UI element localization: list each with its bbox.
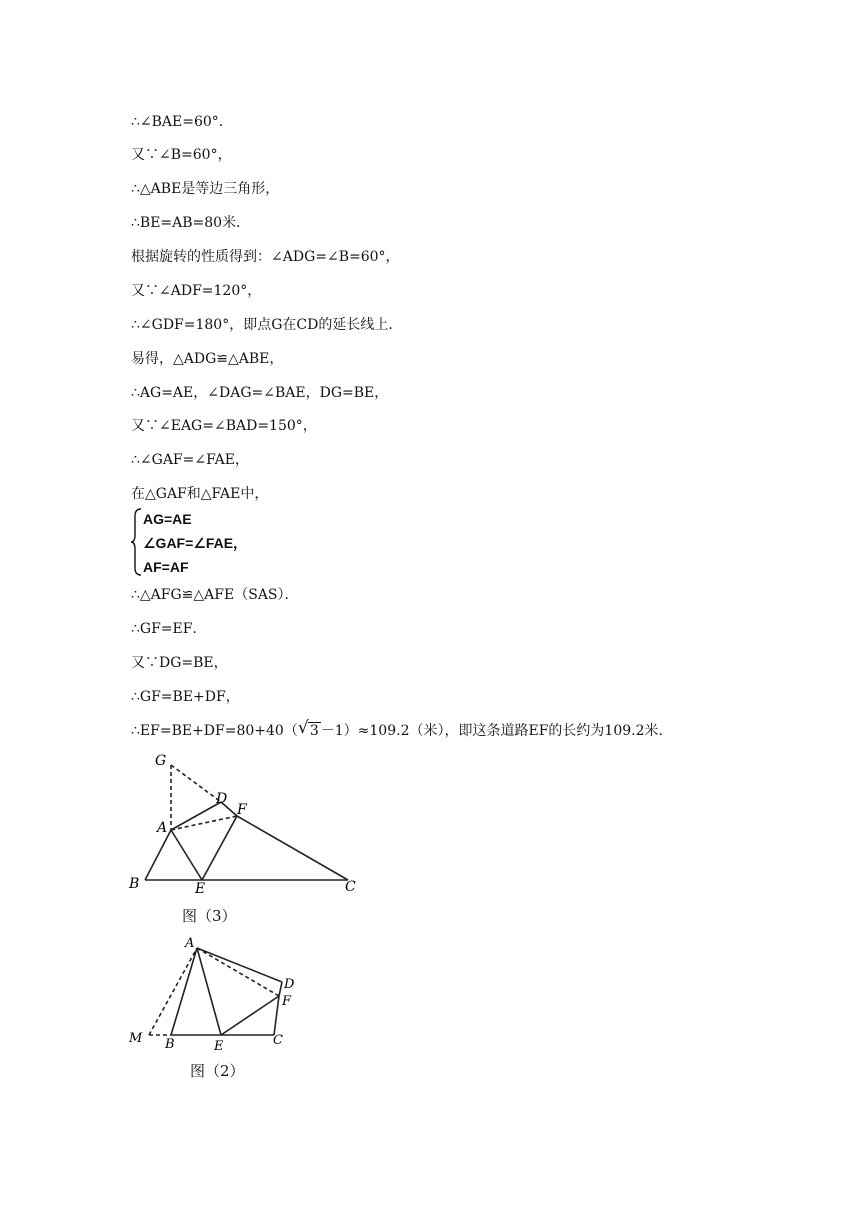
segment-EF (202, 816, 237, 880)
figure-2-caption: 图（2） (190, 1062, 245, 1080)
figure-3-caption: 图（3） (182, 907, 237, 925)
label-E: E (214, 1039, 224, 1054)
dashed-segment-AF (197, 948, 279, 996)
solution-line-2: 又∵∠B=60°， (131, 147, 232, 163)
dashed-segment-AF (171, 816, 237, 830)
segment-FC (237, 816, 348, 880)
solution-line-15: 又∵DG=BE， (131, 655, 228, 671)
segment-AE (171, 830, 202, 880)
solution-line-12: 在△GAF和△FAE中， (131, 486, 269, 502)
system-row-2: ∠GAF=∠FAE， (143, 535, 248, 551)
system-row-3: AF=AF (143, 559, 189, 575)
figure-2-diagram (125, 932, 305, 1057)
label-B: B (165, 1037, 175, 1052)
segment-AE (197, 948, 221, 1035)
equation-system (131, 507, 301, 577)
label-D: D (216, 791, 228, 807)
radicand: 3 (309, 723, 319, 739)
segment-AD (197, 948, 282, 982)
label-G: G (155, 753, 167, 769)
solution-line-13: ∴△AFG≌△AFE（SAS）． (131, 587, 299, 603)
solution-line-5: 根据旋转的性质得到：∠ADG=∠B=60°， (131, 249, 400, 265)
label-A: A (185, 936, 195, 951)
radical-sign-icon: √ (297, 718, 309, 738)
label-C: C (273, 1033, 283, 1048)
dashed-segment-MA (149, 948, 197, 1035)
dashed-segment-GD (171, 765, 221, 802)
label-D: D (284, 977, 295, 992)
label-M: M (129, 1031, 143, 1046)
final-answer-line (131, 718, 673, 740)
label-F: F (282, 994, 292, 1009)
solution-line-3: ∴△ABE是等边三角形， (131, 181, 280, 197)
label-A: A (157, 820, 168, 836)
solution-line-4: ∴BE=AB=80米． (131, 215, 251, 231)
label-B: B (129, 876, 140, 892)
solution-line-11: ∴∠GAF=∠FAE， (131, 452, 249, 468)
solution-line-7: ∴∠GDF=180°，即点G在CD的延长线上． (131, 317, 403, 333)
segment-BA (171, 948, 197, 1035)
segment-BA (145, 830, 171, 880)
solution-line-14: ∴GF=EF． (131, 621, 207, 637)
solution-line-1: ∴∠BAE=60°． (131, 114, 233, 130)
label-F: F (237, 802, 247, 818)
label-E: E (195, 881, 206, 896)
solution-line-6: 又∵∠ADF=120°， (131, 283, 262, 299)
label-C: C (345, 879, 356, 895)
system-row-1: AG=AE (143, 511, 192, 527)
solution-line-16: ∴GF=BE+DF， (131, 689, 240, 705)
segment-FC (274, 996, 279, 1035)
segment-EF (221, 996, 279, 1035)
left-brace (131, 507, 143, 577)
solution-line-8: 易得，△ADG≌△ABE， (131, 351, 284, 367)
final-suffix: －1）≈109.2（米），即这条道路EF的长约为109.2米． (320, 723, 673, 739)
solution-line-10: 又∵∠EAG=∠BAD=150°， (131, 418, 317, 434)
segment-AD (171, 802, 221, 830)
square-root (297, 718, 321, 740)
final-prefix: ∴EF=BE+DF=80+40（ (131, 723, 298, 739)
solution-line-9: ∴AG=AE，∠DAG=∠BAE，DG=BE， (131, 385, 389, 401)
figure-3-diagram (125, 746, 365, 896)
